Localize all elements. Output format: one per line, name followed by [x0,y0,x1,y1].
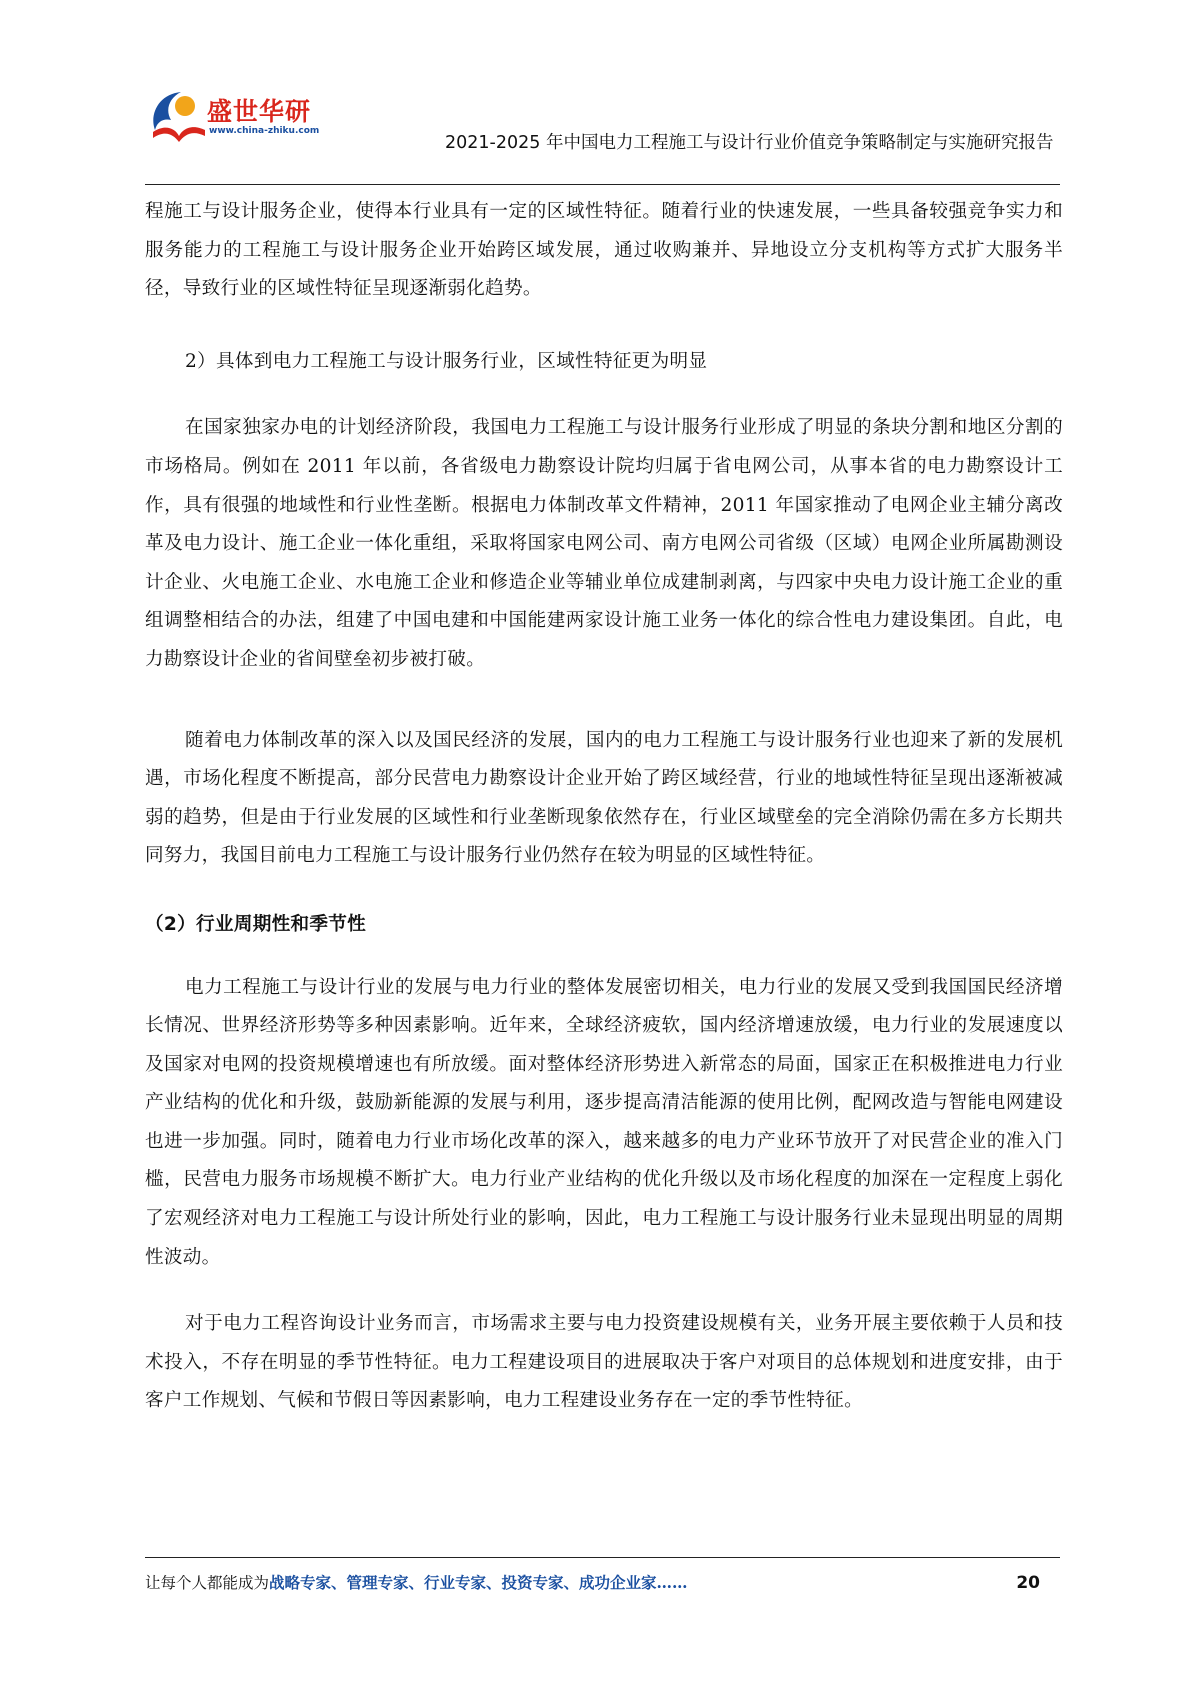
footer-slogan-highlight: 战略专家、管理专家、行业专家、投资专家、成功企业家…… [269,1573,688,1592]
page-number: 20 [1016,1573,1040,1593]
paragraph-3: 在国家独家办电的计划经济阶段，我国电力工程施工与设计服务行业形成了明显的条块分割和地区分割的市场格局。例如在 2011 年以前，各省级电力勘察设计院均归属于省电网公司，从事本省的电力勘察设计工作，具有很强的地域性和行业性垄断。根据电力体制改革文件精神，2011 年国家推动了电网企业主辅分离改革及电力设计、施工企业一体化重组，采取将国家电网公司、南方电网公司省级（区域）电网企业所属勘测设计企业、火电施工企业、水电施工企业和修造企业等辅业单位成建制剥离，与四家中央电力设计施工企业的重组调整相结合的办法，组建了中国电建和中国能建两家设计施工业务一体化的综合性电力建设集团。自此，电力勘察设计企业的省间壁垒初步被打破。 [145,417,1063,670]
header-divider [145,184,1060,185]
logo-text: 盛世华研 [207,97,312,126]
page-footer [145,1568,1060,1598]
paragraph-4: 随着电力体制改革的深入以及国民经济的发展，国内的电力工程施工与设计服务行业也迎来了新的发展机遇，市场化程度不断提高，部分民营电力勘察设计企业开始了跨区域经营，行业的地域性特征呈现出逐渐被减弱的趋势，但是由于行业发展的区域性和行业垄断现象依然存在，行业区域壁垒的完全消除仍需在多方长期共同努力，我国目前电力工程施工与设计服务行业仍然存在较为明显的区域性特征。 [145,729,1063,867]
subheading-regional: 2）具体到电力工程施工与设计服务行业，区域性特征更为明显 [185,350,708,372]
paragraph-1: 程施工与设计服务企业，使得本行业具有一定的区域性特征。随着行业的快速发展，一些具备较强竞争实力和服务能力的工程施工与设计服务企业开始跨区域发展，通过收购兼并、异地设立分支机构等方式扩大服务半径，导致行业的区域性特征呈现逐渐弱化趋势。 [145,201,1063,300]
page-header [145,80,1060,176]
paragraph-6: 对于电力工程咨询设计业务而言，市场需求主要与电力投资建设规模有关，业务开展主要依赖于人员和技术投入，不存在明显的季节性特征。电力工程建设项目的进展取决于客户对项目的总体规划和进度安排，由于客户工作规划、气候和节假日等因素影响，电力工程建设业务存在一定的季节性特征。 [145,1313,1063,1412]
footer-slogan-prefix: 让每个人都能成为 [145,1574,270,1592]
footer-divider [145,1557,1060,1558]
logo-url: www.china-zhiku.com [209,126,320,136]
section-heading-cyclicality: （2）行业周期性和季节性 [145,913,367,935]
paragraph-5: 电力工程施工与设计行业的发展与电力行业的整体发展密切相关，电力行业的发展又受到我国国民经济增长情况、世界经济形势等多种因素影响。近年来，全球经济疲软，国内经济增速放缓，电力行业的发展速度以及国家对电网的投资规模增速也有所放缓。面对整体经济形势进入新常态的局面，国家正在积极推进电力行业产业结构的优化和升级，鼓励新能源的发展与利用，逐步提高清洁能源的使用比例，配网改造与智能电网建设也进一步加强。同时，随着电力行业市场化改革的深入，越来越多的电力产业环节放开了对民营企业的准入门槛，民营电力服务市场规模不断扩大。电力行业产业结构的优化升级以及市场化程度的加深在一定程度上弱化了宏观经济对电力工程施工与设计所处行业的影响，因此，电力工程施工与设计服务行业未显现出明显的周期性波动。 [145,976,1063,1268]
report-title: 2021-2025 年中国电力工程施工与设计行业价值竞争策略制定与实施研究报告 [445,133,1054,153]
main-content [145,193,1063,1421]
